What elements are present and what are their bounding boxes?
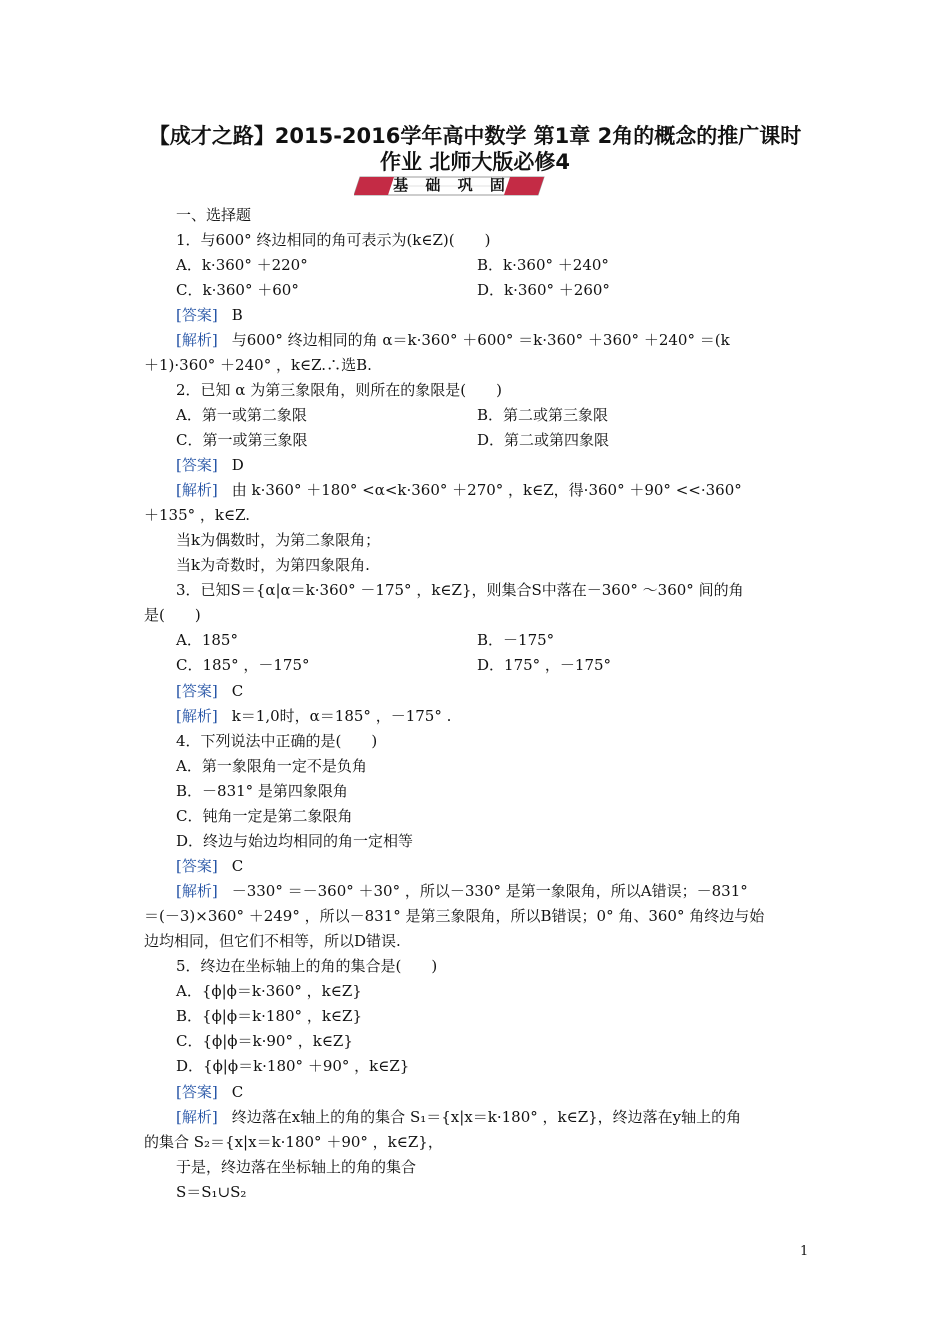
text-line: 当k为偶数时，为第二象限角； [176,531,381,549]
text-line: ＋135° ，k∈Z. [144,506,251,524]
text-line [176,455,244,475]
text-line: D．175° ，－175° [477,656,612,674]
text-line: D．终边与始边均相同的角一定相等 [176,832,414,850]
text-line: 一、选择题 [176,206,252,224]
text-line: A．k·360° ＋220° [176,256,308,274]
text-line [176,856,243,876]
text-line: 5．终边在坐标轴上的角的集合是( ) [176,957,438,975]
text-line: 当k为奇数时，为第四象限角. [176,556,370,574]
text-line: A．第一象限角一定不是负角 [176,757,367,775]
text-line: 1．与600° 终边相同的角可表示为(k∈Z)( ) [176,231,491,249]
line-text: －330° ＝－360° ＋30° ，所以－330° 是第一象限角，所以A错误；－831° [231,882,748,900]
banner-label: 基 础 巩 固 [393,176,511,194]
section-banner [354,175,550,197]
text-line: C．{ϕ|ϕ＝k·90° ，k∈Z} [176,1032,353,1050]
line-text: 由 k·360° ＋180° <α<k·360° ＋270° ，k∈Z，得·360° ＋90° <<·360° [231,481,742,499]
text-line [176,881,748,901]
text-line: B．第二或第三象限 [477,406,609,424]
text-line: C．钝角一定是第二象限角 [176,807,353,825]
document-title-line-1: 【成才之路】2015-2016学年高中数学 第1章 2角的概念的推广课时 [148,124,802,148]
text-line: ＋1)·360° ＋240° ，k∈Z.∴选B. [144,356,372,374]
text-line [176,706,451,726]
answer-tag: [答案] [176,1083,218,1101]
text-line: 3．已知S＝{α|α＝k·360° －175° ，k∈Z}，则集合S中落在－360° ～360° 间的角 [176,581,744,599]
text-line [176,305,243,325]
line-text: k＝1,0时，α＝185° ，－175° . [231,707,452,725]
analysis-tag: [解析] [176,331,218,349]
answer-tag: [答案] [176,857,218,875]
answer-tag: [答案] [176,306,218,324]
line-text: C [231,1083,244,1101]
text-line: D．{ϕ|ϕ＝k·180° ＋90° ，k∈Z} [176,1057,410,1075]
text-line: S＝S₁∪S₂ [176,1183,247,1201]
analysis-tag: [解析] [176,707,218,725]
text-line: B．－831° 是第四象限角 [176,782,348,800]
text-line [176,480,742,500]
text-line: 是( ) [144,606,201,624]
text-line: 的集合 S₂＝{x|x＝k·180° ＋90° ，k∈Z}， [144,1133,443,1151]
text-line: C．k·360° ＋60° [176,281,299,299]
line-text: C [231,682,244,700]
text-line: 2．已知 α 为第三象限角，则所在的象限是( ) [176,381,502,399]
text-line: C．第一或第三象限 [176,431,308,449]
text-line: A．第一或第二象限 [176,406,307,424]
text-line: B．k·360° ＋240° [477,256,609,274]
text-line [176,1107,741,1127]
text-line: C．185° ，－175° [176,656,310,674]
line-text: B [231,306,243,324]
answer-tag: [答案] [176,682,218,700]
answer-tag: [答案] [176,456,218,474]
text-line: A．185° [176,631,238,649]
text-line: B．{ϕ|ϕ＝k·180° ，k∈Z} [176,1007,362,1025]
text-line: 4．下列说法中正确的是( ) [176,732,378,750]
text-line: A．{ϕ|ϕ＝k·360° ，k∈Z} [176,982,362,1000]
text-line: D．k·360° ＋260° [477,281,610,299]
text-line [176,1082,243,1102]
text-line: 边均相同，但它们不相等，所以D错误. [144,932,401,950]
line-text: 终边落在x轴上的角的集合 S₁＝{x|x＝k·180° ，k∈Z}，终边落在y轴上的角 [231,1108,742,1126]
text-line: D．第二或第四象限 [477,431,610,449]
document-title-line-2: 作业 北师大版必修4 [380,150,570,174]
line-text: D [231,456,244,474]
analysis-tag: [解析] [176,882,218,900]
line-text: C [231,857,244,875]
analysis-tag: [解析] [176,1108,218,1126]
text-line [176,681,243,701]
analysis-tag: [解析] [176,481,218,499]
page-number: 1 [800,1244,809,1259]
line-text: 与600° 终边相同的角 α＝k·360° ＋600° ＝k·360° ＋360° ＋240° ＝(k [231,331,730,349]
text-line: ＝(－3)×360° ＋249° ，所以－831° 是第三象限角，所以B错误；0° 角、360° 角终边与始 [144,907,765,925]
text-line [176,330,730,350]
text-line: 于是，终边落在坐标轴上的角的集合 [176,1158,417,1176]
text-line: B．－175° [477,631,555,649]
